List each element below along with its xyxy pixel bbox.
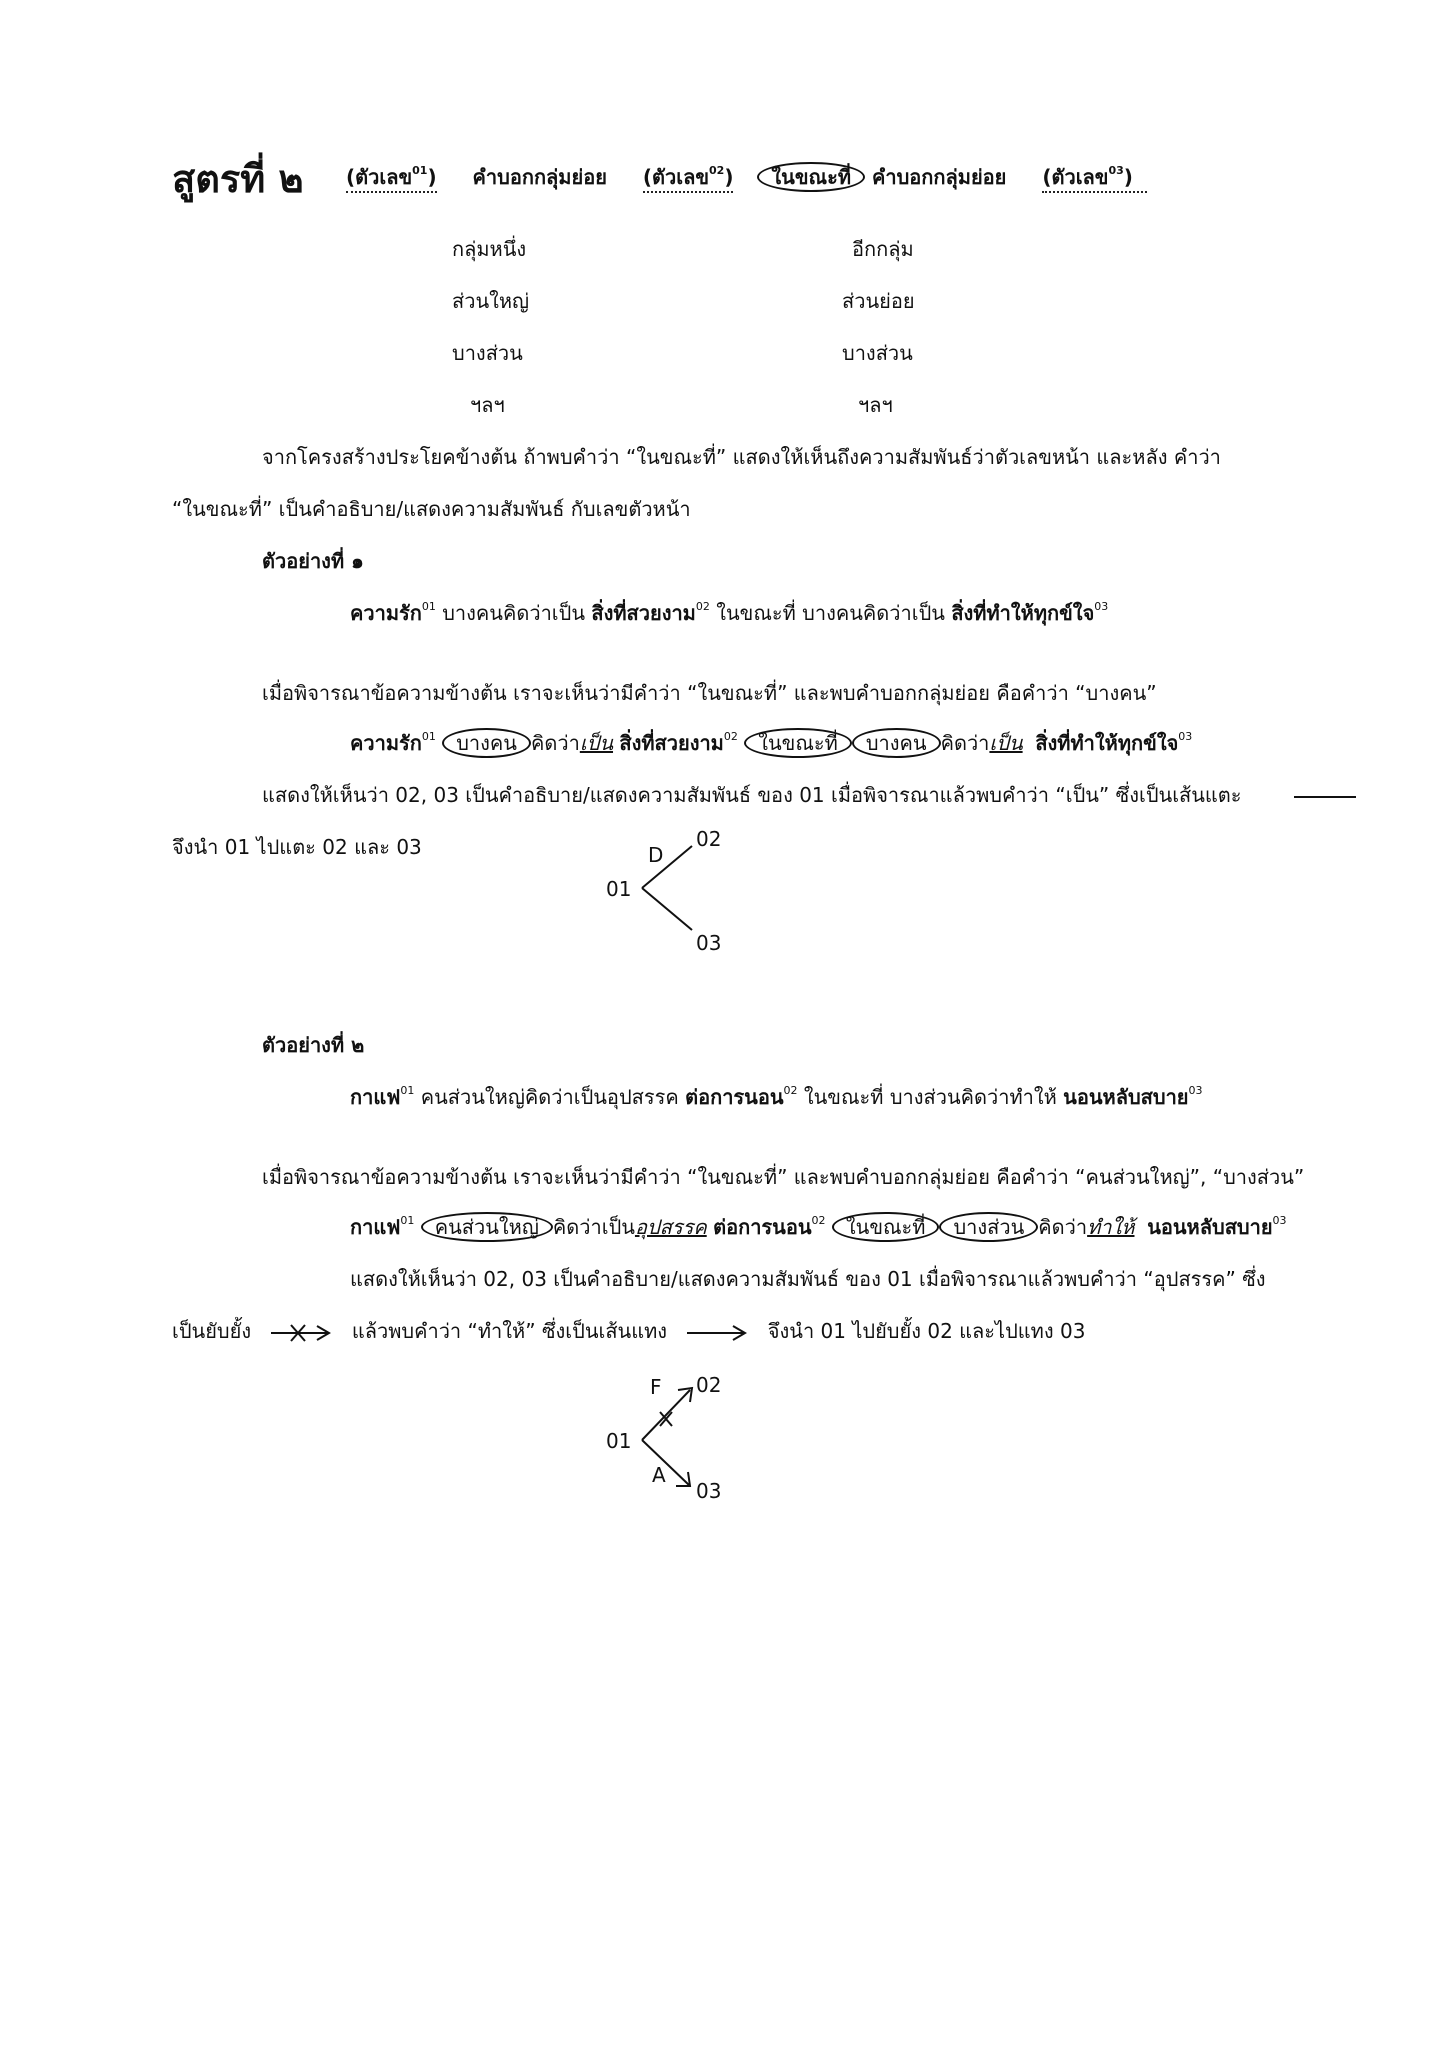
example-2-diagram [600,1368,740,1508]
diagram-relation-label: D [648,843,664,867]
circled-word: บางคน [852,728,941,758]
example-2-explain-1: แสดงให้เห็นว่า 02, 03 เป็นคำอธิบาย/แสดงความสัมพันธ์ ของ 01 เมื่อพิจารณาแล้วพบคำว่า “อุปสรรค” ซึ่ง [350,1267,1266,1291]
diagram-root-label: 01 [606,1429,632,1453]
group-left-4: ฯลฯ [470,393,505,417]
example-2-explain-2: เป็นยับยั้ง แล้วพบคำว่า “ทำให้” ซึ่งเป็นเส้นแทง จึงนำ 01 ไปยับยั้ง 02 และไปแทง 03 [172,1319,1086,1343]
circled-word: ในขณะที่ [832,1212,940,1242]
diagram-bottom-label: 03 [696,1479,722,1503]
page-title: สูตรที่ ๒ [172,157,304,201]
circled-word: บางส่วน [939,1212,1038,1242]
diagram-line-bottom [642,1440,690,1486]
formula-number-2: (ตัวเลข$^{02}$) [643,165,734,193]
diagram-relation-bottom-label: A [652,1463,666,1487]
example-2-sentence: กาแฟ$^{01}$ คนส่วนใหญ่คิดว่าเป็นอุปสรรค ต่อการนอน$^{02}$ ในขณะที่ บางส่วนคิดว่าทำให้ นอนหลับสบาย$^{03}$ [350,1084,1203,1109]
group-left-1: กลุ่มหนึ่ง [452,237,527,261]
intro-line-2: “ในขณะที่” เป็นคำอธิบาย/แสดงความสัมพันธ์ กับเลขตัวหน้า [172,497,691,521]
diagram-top-label: 02 [696,1373,722,1397]
example-2-heading: ตัวอย่างที่ ๒ [262,1033,365,1057]
circled-word: คนส่วนใหญ่ [421,1212,553,1242]
example-1-heading: ตัวอย่างที่ ๑ [262,549,364,573]
group-right-4: ฯลฯ [858,393,893,417]
group-right-3: บางส่วน [842,341,913,365]
activate-arrow-icon [685,1323,749,1343]
formula-group-1: คำบอกกลุ่มย่อย [472,165,607,189]
circled-word: ในขณะที่ [744,728,852,758]
inhibit-arrow-icon [269,1323,333,1343]
touch-line-symbol [1294,796,1356,798]
formula-number-1: (ตัวเลข$^{01}$) [346,165,437,193]
group-left-3: บางส่วน [452,341,523,365]
formula-line [346,164,1147,190]
example-2-annotated: กาแฟ$^{01}$ คนส่วนใหญ่ คิดว่าเป็นอุปสรรค ต่อการนอน$^{02}$ ในขณะที่ บางส่วน คิดว่าทำให้ นอนหลับสบาย$^{03}$ [350,1214,1287,1240]
group-right-2: ส่วนย่อย [842,289,915,313]
example-1-explain-1: แสดงให้เห็นว่า 02, 03 เป็นคำอธิบาย/แสดงความสัมพันธ์ ของ 01 เมื่อพิจารณาแล้วพบคำว่า “เป็น” ซึ่งเป็นเส้นแตะ [262,783,1242,807]
diagram-line-bottom [642,888,692,930]
diagram-root-label: 01 [606,877,632,901]
diagram-relation-top-label: F [650,1375,662,1399]
formula-group-2: คำบอกกลุ่มย่อย [871,165,1007,189]
example-1-explain-2: จึงนำ 01 ไปแตะ 02 และ 03 [172,835,422,859]
circled-word: บางคน [442,728,531,758]
formula-connector: ในขณะที่ [757,162,865,192]
example-1-diagram [600,826,740,966]
formula-number-3: (ตัวเลข$^{03}$) [1042,165,1147,193]
example-2-consider: เมื่อพิจารณาข้อความข้างต้น เราจะเห็นว่ามีคำว่า “ในขณะที่” และพบคำบอกกลุ่มย่อย คือคำว่า “คนส่วนใหญ่”, “บางส่วน” [262,1165,1305,1189]
group-right-1: อีกกลุ่ม [852,237,914,261]
example-1-annotated: ความรัก$^{01}$ บางคน คิดว่าเป็น สิ่งที่สวยงาม$^{02}$ ในขณะที่ บางคน คิดว่าเป็น สิ่งที่ทำให้ทุกข์ใจ$^{03}$ [350,730,1192,756]
example-1-consider: เมื่อพิจารณาข้อความข้างต้น เราจะเห็นว่ามีคำว่า “ในขณะที่” และพบคำบอกกลุ่มย่อย คือคำว่า “บางคน” [262,681,1157,705]
diagram-bottom-label: 03 [696,931,722,955]
group-left-2: ส่วนใหญ่ [452,289,530,313]
intro-line-1: จากโครงสร้างประโยคข้างต้น ถ้าพบคำว่า “ในขณะที่” แสดงให้เห็นถึงความสัมพันธ์ว่าตัวเลขหน้า และหลัง คำว่า [262,445,1221,469]
example-1-sentence: ความรัก$^{01}$ บางคนคิดว่าเป็น สิ่งที่สวยงาม$^{02}$ ในขณะที่ บางคนคิดว่าเป็น สิ่งที่ทำให้ทุกข์ใจ$^{03}$ [350,600,1109,625]
diagram-top-label: 02 [696,827,722,851]
